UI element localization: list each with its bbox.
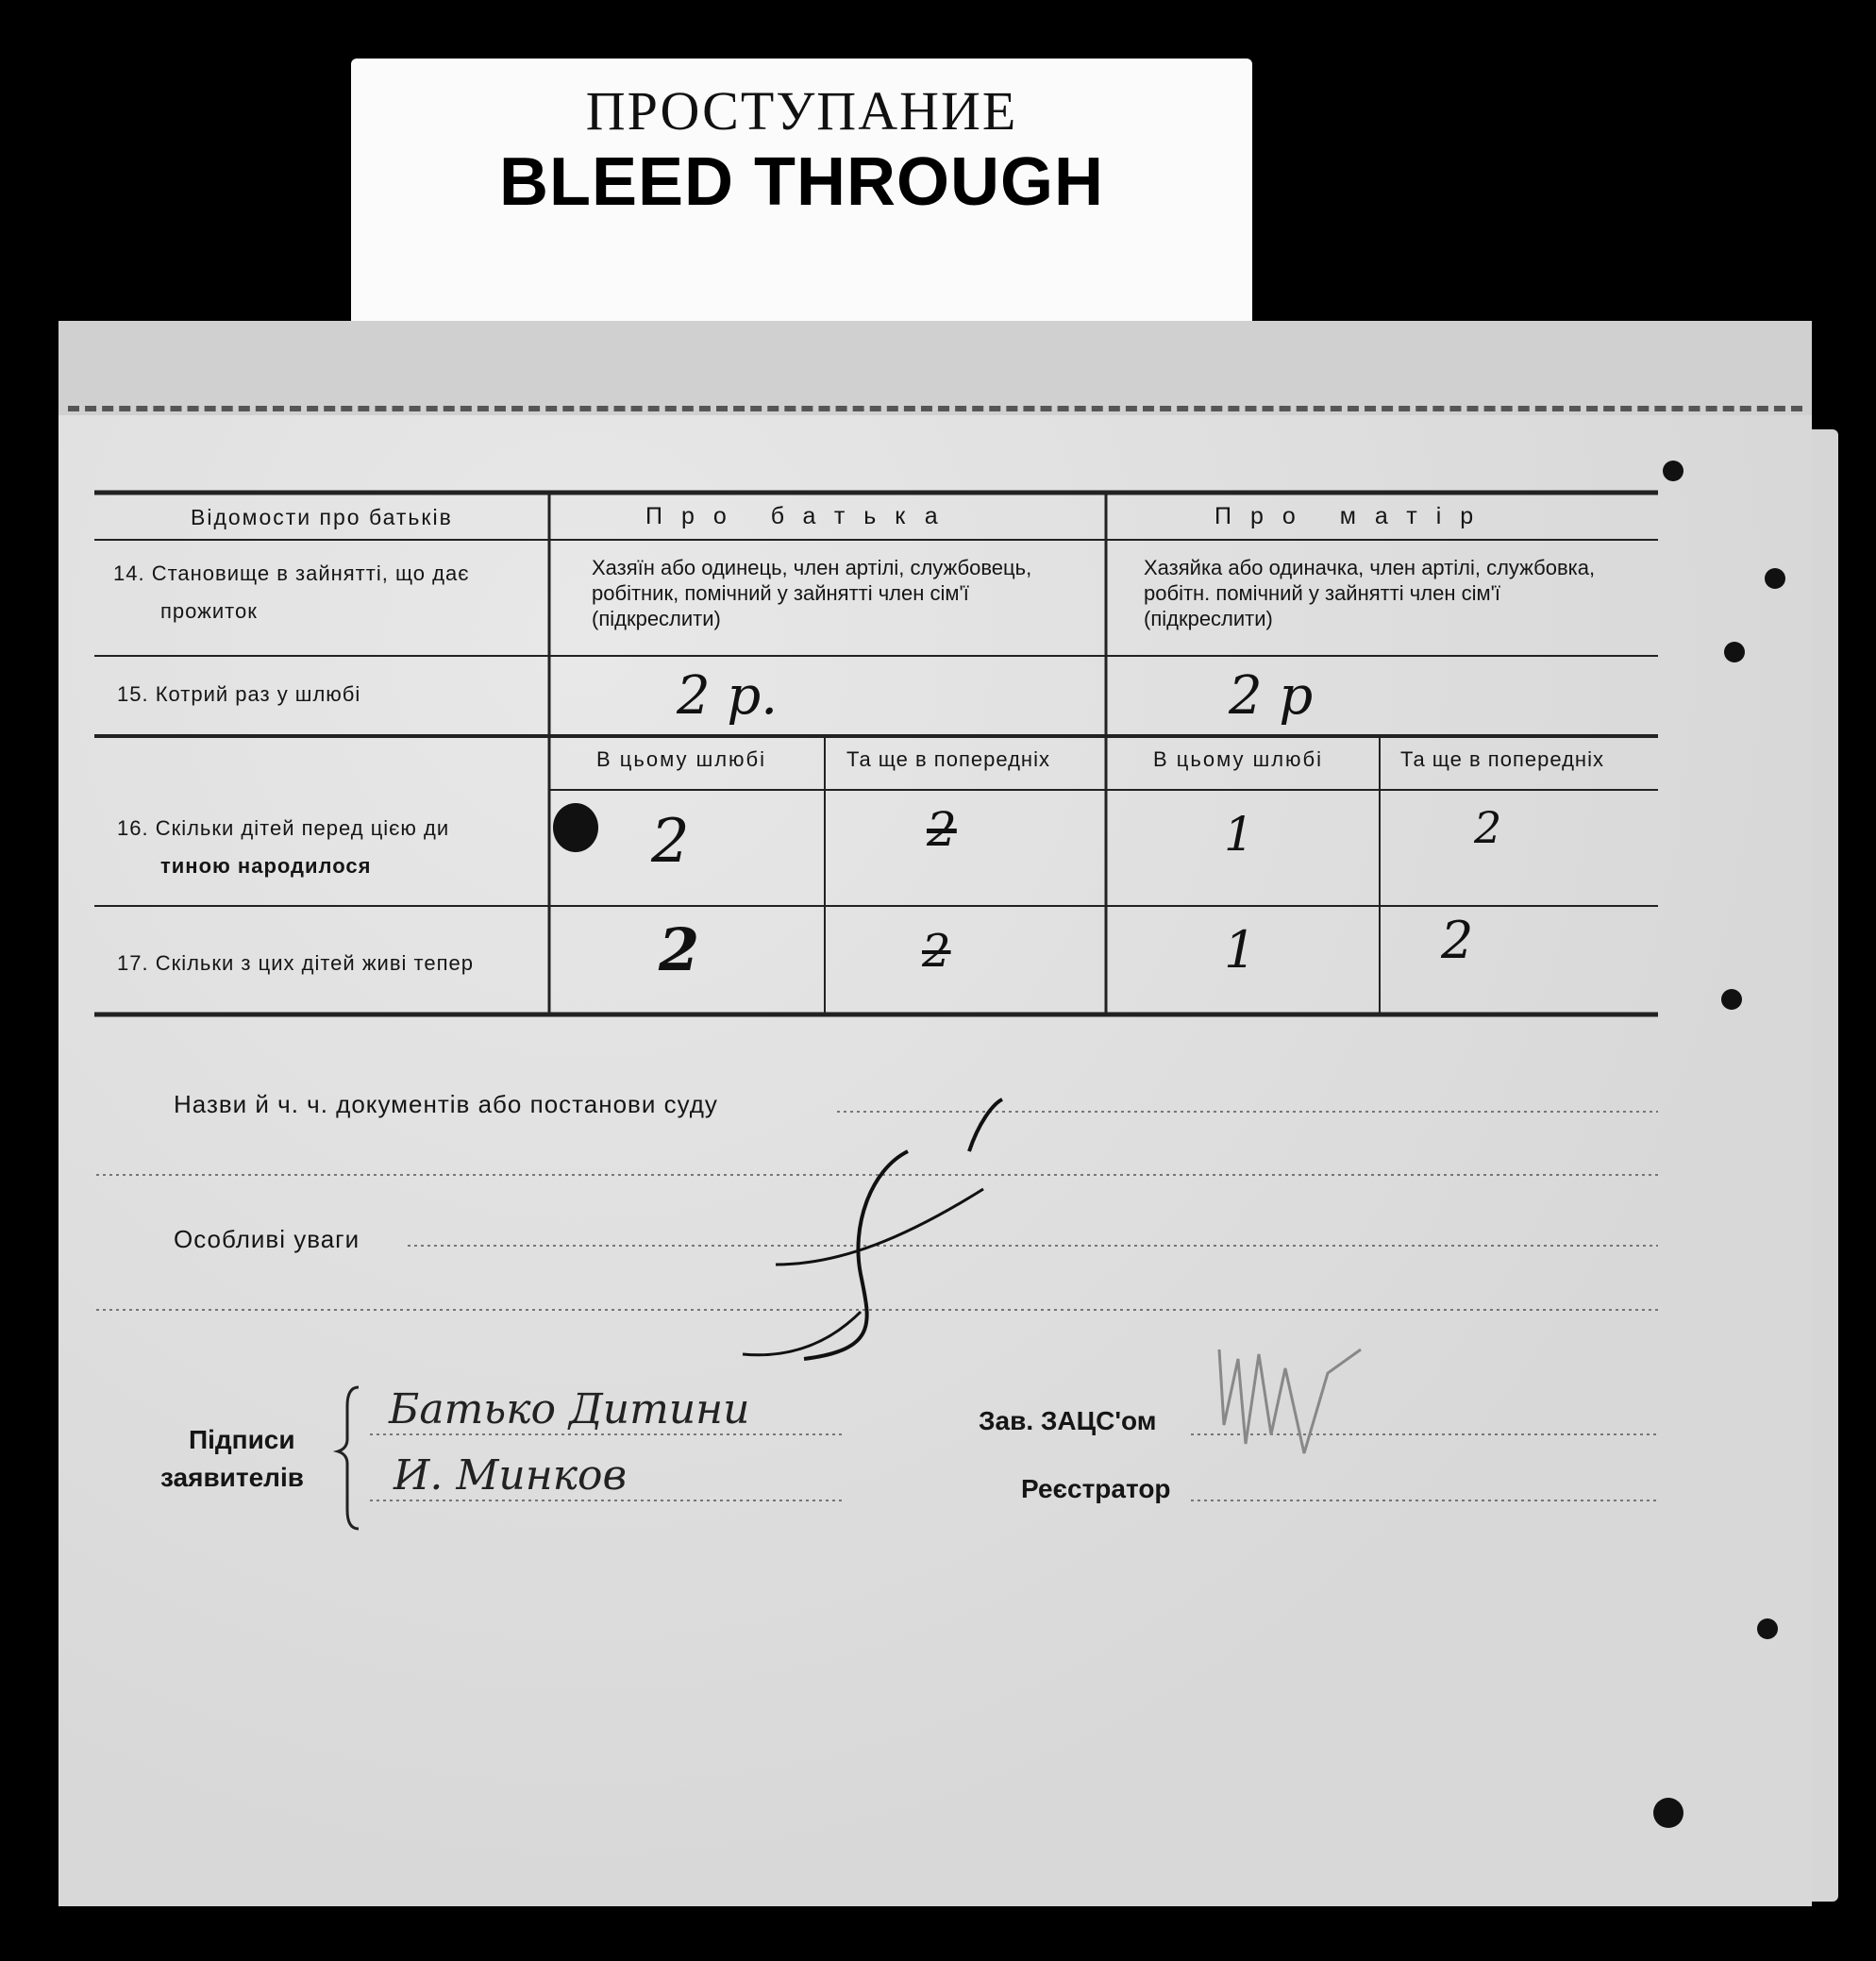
row17-mother-prev-value: 2 bbox=[1441, 911, 1474, 970]
row17-label: 17. Скільки з цих дітей живі тепер bbox=[117, 951, 474, 975]
row16-father-this-value: 2 bbox=[651, 807, 690, 877]
punch-hole bbox=[1721, 989, 1742, 1010]
punch-hole bbox=[1653, 1798, 1683, 1828]
header-parents-info: Відомости про батьків bbox=[191, 505, 453, 529]
row14-label-line2: прожиток bbox=[160, 599, 258, 623]
header-about-mother: Про матір bbox=[1214, 503, 1493, 529]
row15-mother-value: 2 р bbox=[1229, 665, 1314, 727]
punch-hole bbox=[1757, 1618, 1778, 1639]
registrar-label: Реєстратор bbox=[1021, 1474, 1171, 1503]
special-notes-label: Особливі уваги bbox=[174, 1225, 360, 1253]
row16-father-prev-value: 2 bbox=[927, 802, 957, 857]
punch-hole bbox=[1724, 642, 1745, 662]
row17-father-this-value: 2 bbox=[659, 915, 700, 984]
header-about-father: Про батька bbox=[645, 503, 957, 529]
label-title-en: BLEED THROUGH bbox=[499, 144, 1104, 220]
subheader-father-previous: Та ще в попередніх bbox=[846, 747, 1050, 771]
row16-mother-prev-value: 2 bbox=[1474, 802, 1502, 853]
signatures-label-line2: заявителів bbox=[160, 1463, 304, 1492]
documents-label: Назви й ч. ч. документів або постанови суду bbox=[174, 1090, 718, 1118]
punch-hole bbox=[1765, 568, 1785, 589]
row15-label: 15. Котрий раз у шлюбі bbox=[117, 682, 361, 706]
row14-mother-occupation: Хазяйка або одиначка, член артілі, службовка, робітн. помічний у зайнятті член сім'ї (підкреслити) bbox=[1144, 556, 1596, 630]
row14-father-occupation: Хазяїн або одинець, член артілі, службовець, робітник, помічний у зайнятті член сім'ї (підкреслити) bbox=[592, 556, 1032, 630]
row16-mother-this-value: 1 bbox=[1224, 807, 1254, 862]
row17-mother-this-value: 1 bbox=[1224, 920, 1257, 980]
row16-label: 16. Скільки дітей перед цією ди bbox=[117, 816, 450, 840]
signatures-label: Підписи bbox=[189, 1425, 295, 1454]
signature-applicant-2: И. Минков bbox=[394, 1451, 628, 1500]
subheader-mother-previous: Та ще в попередніх bbox=[1400, 747, 1604, 771]
bleed-through-label-card bbox=[351, 59, 1252, 332]
label-title-ru: ПРОСТУПАНИЕ bbox=[585, 80, 1018, 142]
subheader-father-this-marriage: В цьому шлюбі bbox=[596, 747, 767, 771]
row17-father-prev-value: 2 bbox=[922, 925, 951, 978]
signature-applicant-1: Батько Дитини bbox=[389, 1385, 750, 1433]
registration-form-page bbox=[59, 321, 1812, 1906]
row16-label-line2: тиною народилося bbox=[160, 854, 372, 878]
row14-label: 14. Становище в зайнятті, що дає bbox=[113, 561, 470, 585]
punch-hole bbox=[1663, 461, 1683, 481]
zags-head-label: Зав. ЗАЦС'ом bbox=[979, 1406, 1157, 1435]
subheader-mother-this-marriage: В цьому шлюбі bbox=[1153, 747, 1324, 771]
row15-father-value: 2 р. bbox=[677, 665, 779, 727]
